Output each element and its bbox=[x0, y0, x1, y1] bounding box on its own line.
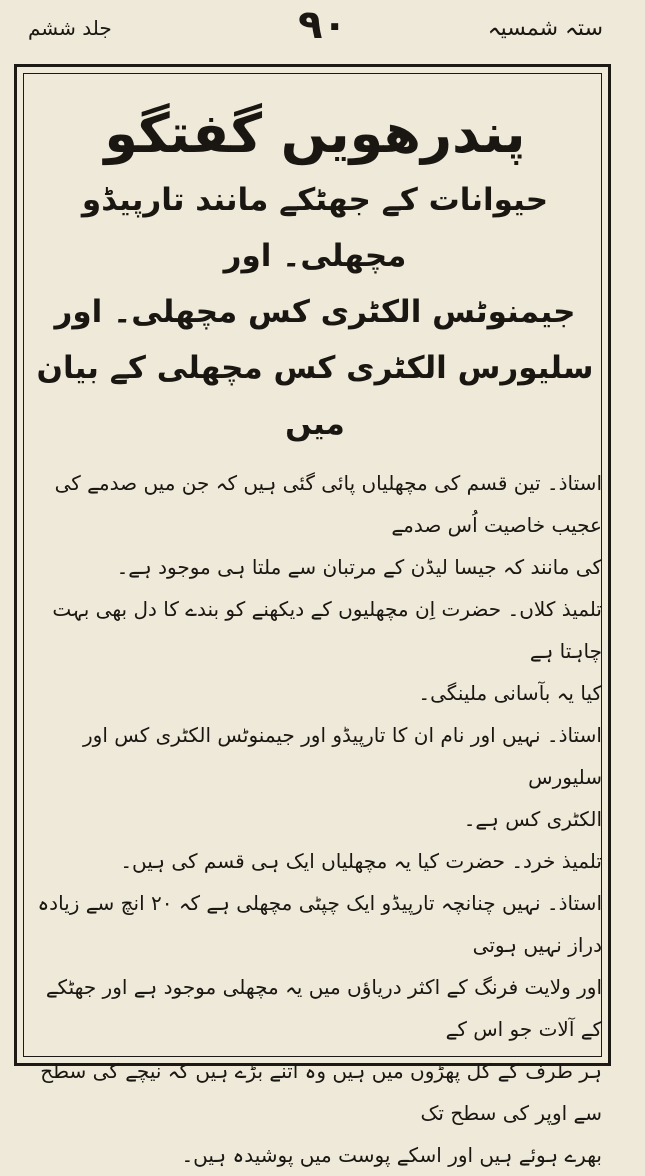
chapter-title: پندرھویں گفتگو bbox=[104, 102, 526, 165]
page-number: ۹۰ bbox=[298, 2, 347, 48]
book-title: ستہ شمسیہ bbox=[487, 16, 603, 41]
text-line: بھرے ہوئے ہیں اور اسکے پوست میں پوشیدہ ہیں۔ bbox=[181, 1143, 602, 1167]
subtitle-line: جیمنوٹس الکٹری کس مچھلی۔ اور bbox=[54, 294, 576, 330]
text-line: اور ولایت فرنگ کے اکثر دریاؤں میں یہ مچھلی موجود ہے اور جھٹکے کے آلات جو اس کے bbox=[45, 975, 602, 1041]
volume-label: جلد ششم bbox=[28, 16, 112, 40]
text-line: ہر طرف کے کل پھڑوں میں ہیں وہ اتنے بڑے ہیں کہ نیچے کی سطح سے اوپر کی سطح تک bbox=[40, 1059, 602, 1125]
text-line: الکٹری کس ہے۔ bbox=[463, 807, 602, 831]
text-block bbox=[28, 88, 602, 1167]
text-line: تلمیذ کلاں۔ حضرت اِن مچھلیوں کے دیکھنے کو بندے کا دل بھی بہت چاہتا ہے bbox=[52, 597, 602, 663]
text-line: تلمیذ خرد۔ حضرت کیا یہ مچھلیاں ایک ہی قسم کی ہیں۔ bbox=[120, 849, 602, 873]
text-line: کیا یہ بآسانی ملینگی۔ bbox=[418, 681, 602, 705]
subtitle-line: حیوانات کے جھٹکے مانند تارپیڈو مچھلی۔ اور bbox=[81, 182, 549, 274]
text-line: استاذ۔ تین قسم کی مچھلیاں پائی گئی ہیں کہ جن میں صدمے کی عجیب خاصیت اُس صدمے bbox=[54, 471, 602, 537]
text-line: استاذ۔ نہیں اور نام ان کا تارپیڈو اور جیمنوٹس الکٹری کس اور سلیورس bbox=[83, 723, 602, 789]
text-line: کی مانند کہ جیسا لیڈن کے مرتبان سے ملتا ہی موجود ہے۔ bbox=[116, 555, 602, 579]
running-head bbox=[0, 0, 645, 64]
dialogue-body bbox=[28, 462, 602, 1176]
text-line: استاذ۔ نہیں چنانچہ تارپیڈو ایک چپٹی مچھلی ہے کہ ۲۰ انچ سے زیادہ دراز نہیں ہوتی bbox=[37, 891, 602, 957]
subtitle-line: سلیورس الکٹری کس مچھلی کے بیان میں bbox=[36, 350, 594, 442]
